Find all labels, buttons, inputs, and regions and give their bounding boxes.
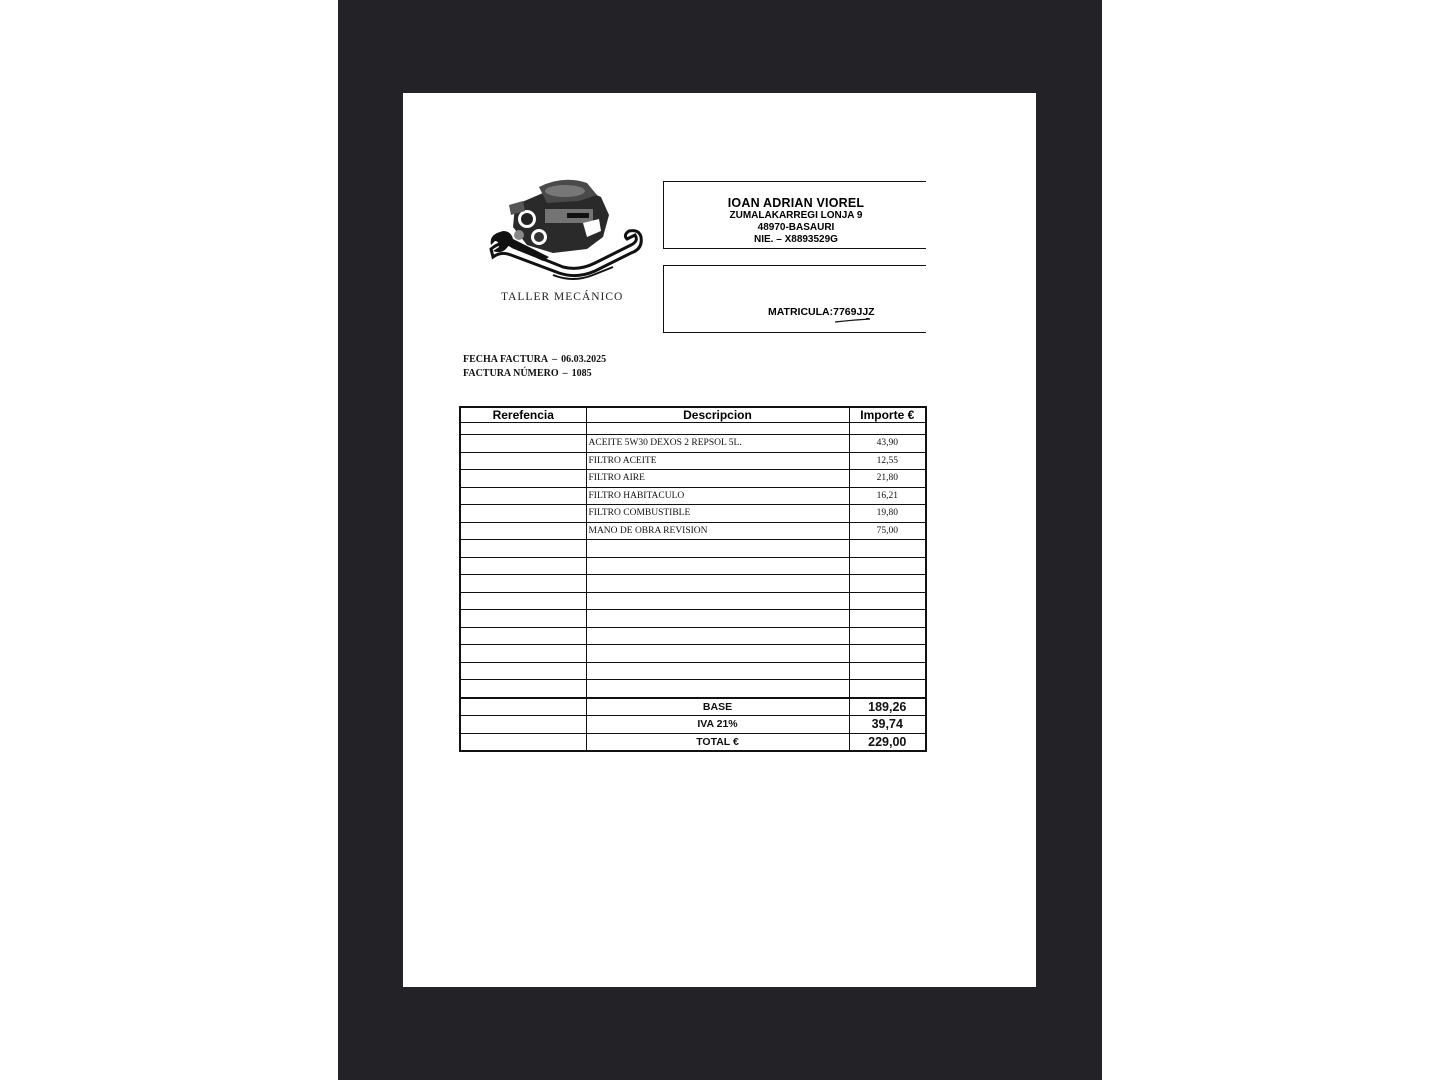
line-reference: [460, 487, 586, 505]
table-row-empty: [460, 557, 926, 575]
line-reference: [460, 470, 586, 488]
line-description: FILTRO AIRE: [586, 470, 849, 488]
invoice-page: [403, 93, 1036, 987]
table-row: [460, 470, 926, 488]
line-amount: 75,00: [849, 522, 926, 540]
invoice-lines-table: [459, 406, 927, 752]
vehicle-plate: [768, 306, 875, 318]
plate-label: MATRICULA:: [768, 306, 834, 318]
line-description: FILTRO ACEITE: [586, 452, 849, 470]
iva-value: 39,74: [849, 716, 926, 734]
table-row: [460, 435, 926, 453]
line-reference: [460, 435, 586, 453]
table-row-empty: [460, 680, 926, 698]
base-value: 189,26: [849, 698, 926, 716]
total-row: [460, 733, 926, 751]
table-row: [460, 505, 926, 523]
line-amount: 19,80: [849, 505, 926, 523]
invoice-date-label: FECHA FACTURA: [463, 354, 549, 365]
iva-row: [460, 716, 926, 734]
table-row-empty: [460, 645, 926, 663]
header-reference: Rerefencia: [460, 407, 586, 423]
line-amount: 12,55: [849, 452, 926, 470]
company-city: 48970-BASAURI: [757, 222, 835, 233]
line-description: FILTRO HABITACULO: [586, 487, 849, 505]
table-row-empty: [460, 540, 926, 558]
table-header-row: [460, 407, 926, 423]
invoice-date-separator: –: [552, 354, 558, 365]
table-row-empty: [460, 662, 926, 680]
logo-caption: TALLER MECÁNICO: [501, 291, 624, 303]
base-row: [460, 698, 926, 716]
total-label: TOTAL €: [586, 733, 849, 751]
line-amount: 43,90: [849, 435, 926, 453]
vehicle-info-box: [663, 265, 926, 333]
line-amount: 16,21: [849, 487, 926, 505]
line-amount: 21,80: [849, 470, 926, 488]
header-amount: Importe €: [849, 407, 926, 423]
header-description: Descripcion: [586, 407, 849, 423]
table-row-empty: [460, 592, 926, 610]
invoice-number-line: [463, 367, 606, 381]
company-nie: NIE. – X8893529G: [754, 234, 838, 245]
line-reference: [460, 452, 586, 470]
invoice-meta: [463, 353, 606, 381]
line-description: ACEITE 5W30 DEXOS 2 REPSOL 5L.: [586, 435, 849, 453]
company-address: ZUMALAKARREGI LONJA 9: [729, 210, 863, 221]
company-name: IOAN ADRIAN VIOREL: [727, 196, 865, 210]
table-row: [460, 452, 926, 470]
table-row-empty: [460, 627, 926, 645]
line-description: MANO DE OBRA REVISION: [586, 522, 849, 540]
line-reference: [460, 522, 586, 540]
total-value: 229,00: [849, 733, 926, 751]
table-row-empty: [460, 575, 926, 593]
invoice-number-label: FACTURA NÚMERO: [463, 368, 559, 379]
invoice-number-separator: –: [562, 368, 568, 379]
line-reference: [460, 505, 586, 523]
table-row: [460, 522, 926, 540]
table-row: [460, 423, 926, 435]
invoice-number: 1085: [571, 368, 592, 379]
plate-value: 7769JJZ: [833, 306, 875, 318]
company-info-box: [663, 181, 926, 249]
table-row-empty: [460, 610, 926, 628]
iva-label: IVA 21%: [586, 716, 849, 734]
invoice-date: 06.03.2025: [561, 354, 607, 365]
base-label: BASE: [586, 698, 849, 716]
table-row: [460, 487, 926, 505]
line-description: FILTRO COMBUSTIBLE: [586, 505, 849, 523]
engine-wrench-icon: [483, 175, 643, 305]
invoice-date-line: [463, 353, 606, 367]
handwritten-underline: [834, 318, 872, 324]
